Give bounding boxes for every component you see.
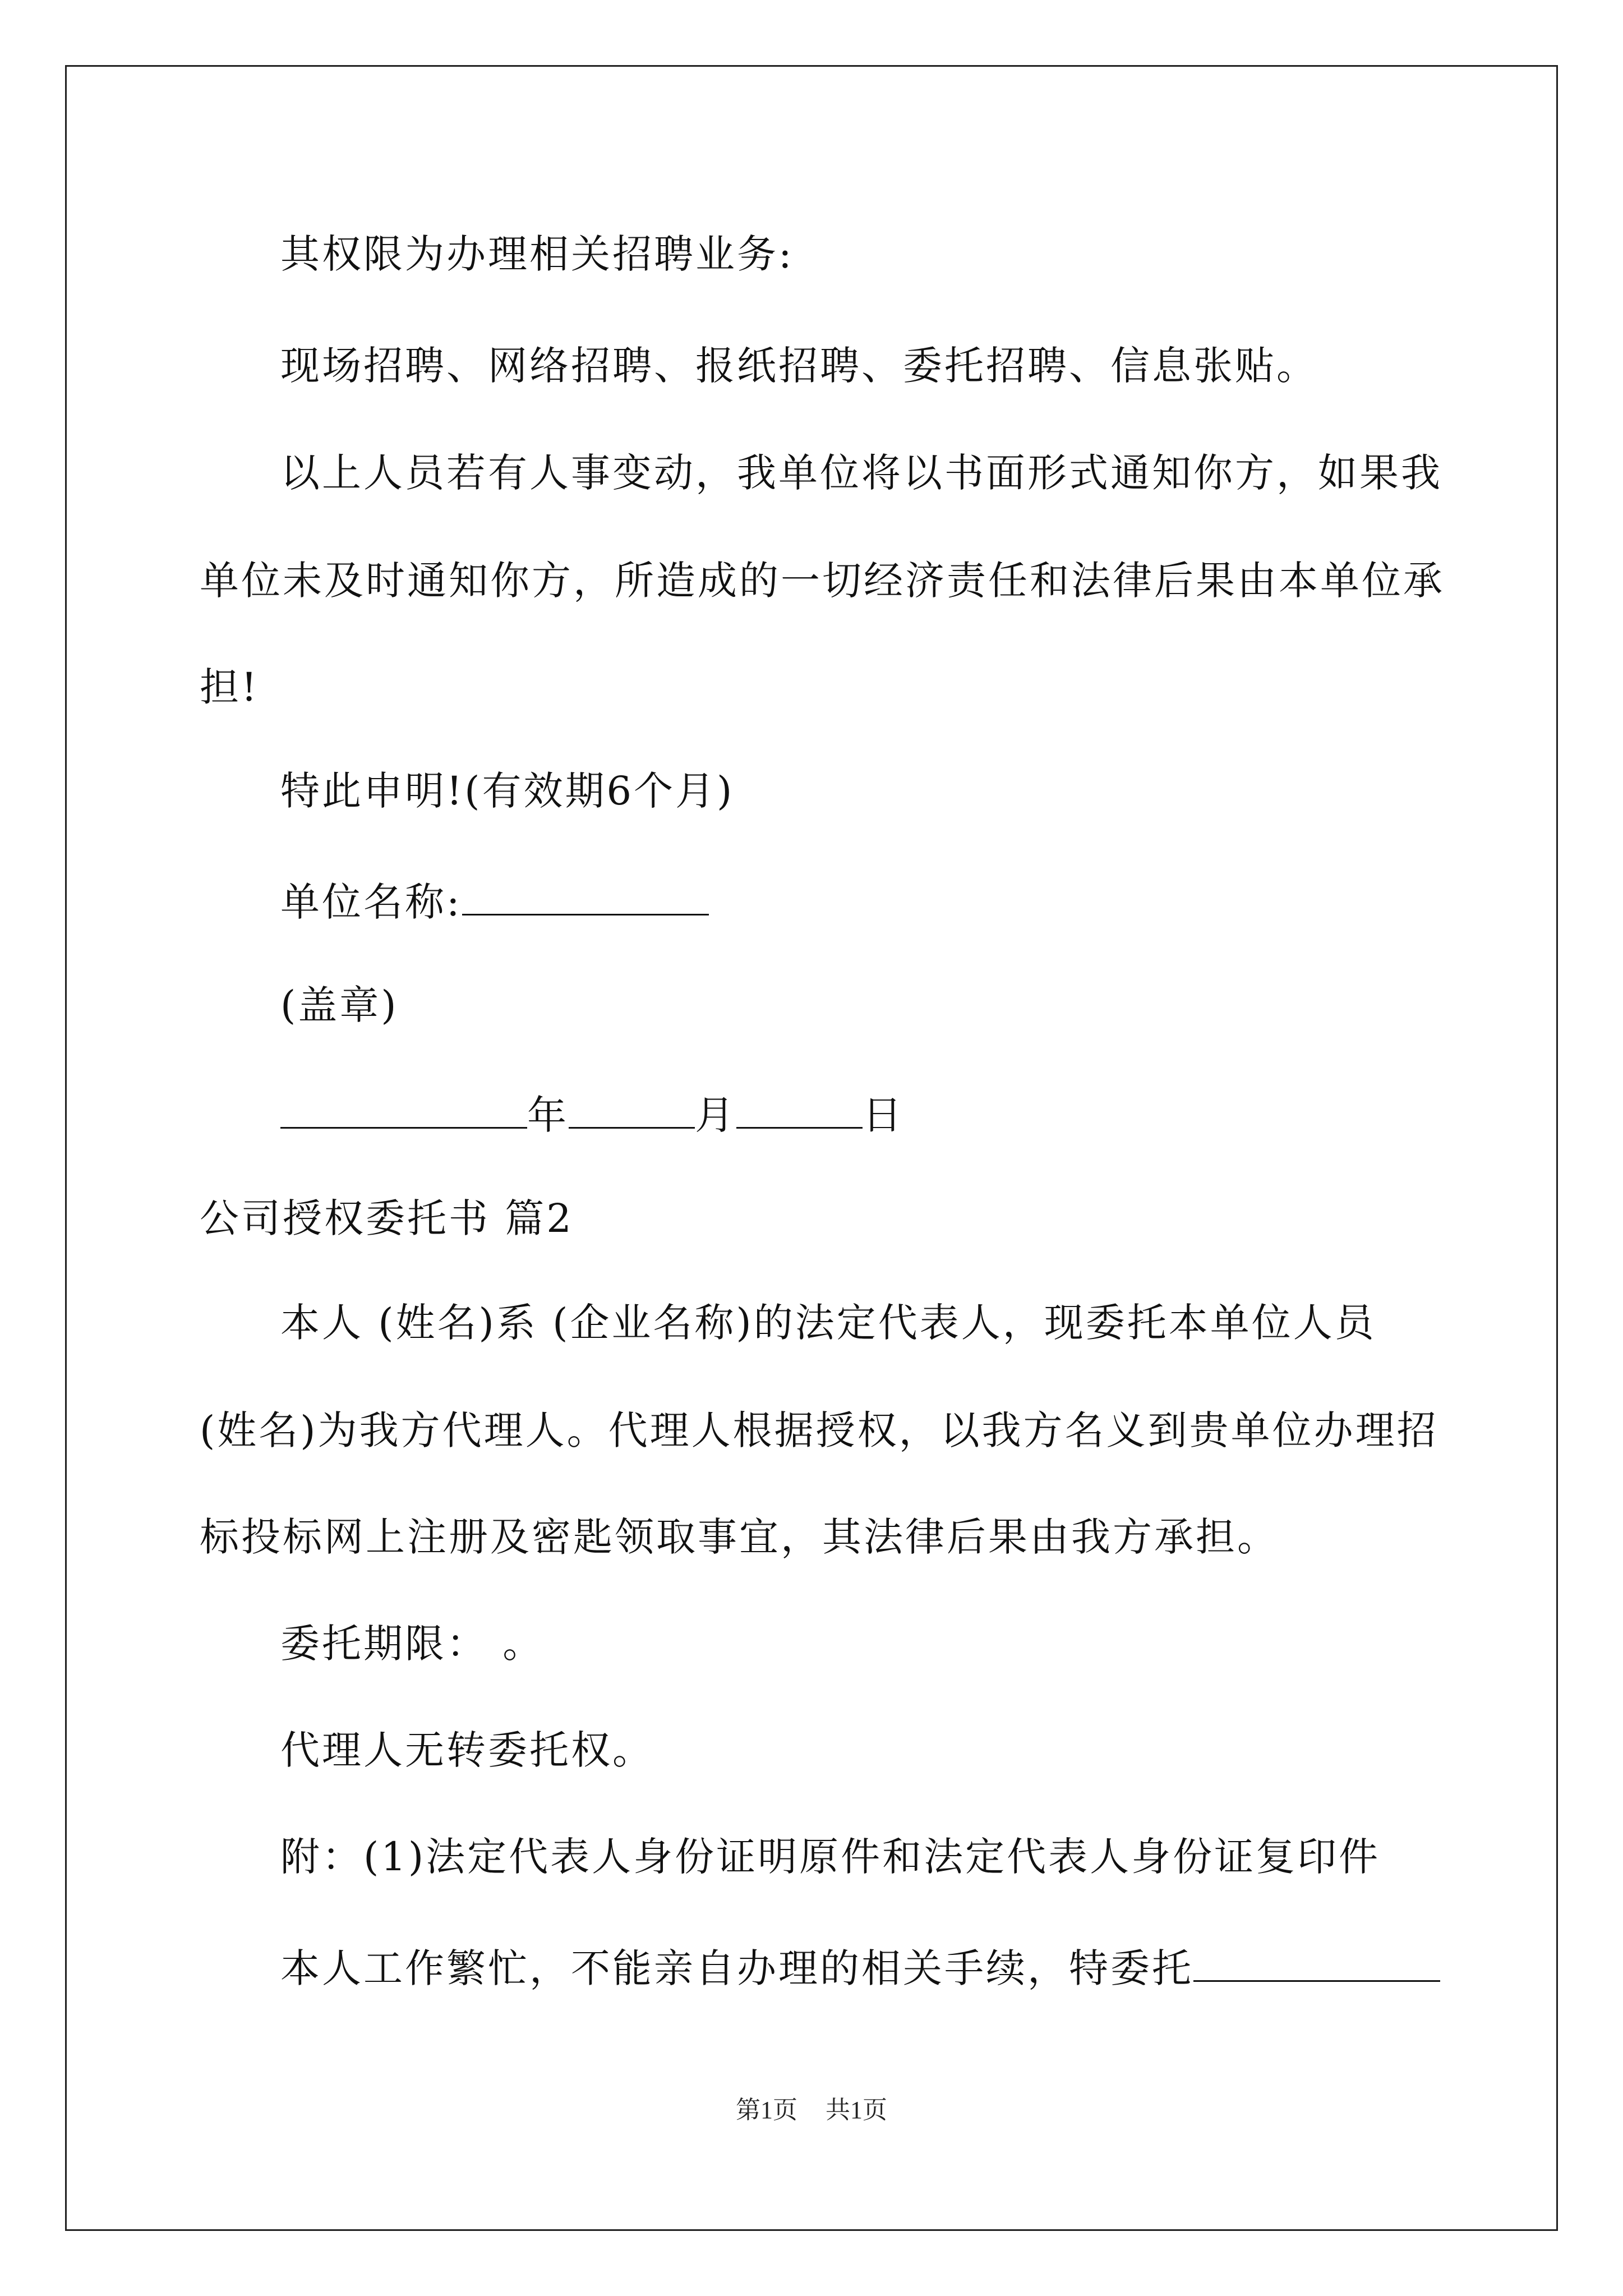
- entrust-blank: [1193, 1945, 1440, 1982]
- seal-line: (盖章): [280, 982, 399, 1028]
- paragraph-line: 本人 (姓名)系 (企业名称)的法定代表人，现委托本单位人员: [280, 1300, 1376, 1346]
- paragraph-line: 代理人无转委托权。: [280, 1727, 654, 1773]
- section-heading: 公司授权委托书 篇2: [200, 1195, 574, 1241]
- unit-name-blank: [462, 879, 709, 915]
- paragraph-line: 委托期限： 。: [280, 1621, 545, 1667]
- paragraph-line: 以上人员若有人事变动，我单位将以书面形式通知你方，如果我: [280, 450, 1442, 496]
- page-total: 共1页: [826, 2096, 887, 2124]
- paragraph-line: 单位未及时通知你方，所造成的一切经济责任和法律后果由本单位承: [200, 558, 1445, 604]
- paragraph-line: 标投标网上注册及密匙领取事宜，其法律后果由我方承担。: [200, 1514, 1279, 1560]
- entrust-line: [280, 1945, 1440, 1991]
- day-label: 日: [863, 1092, 904, 1138]
- date-line: [280, 1092, 904, 1138]
- page-footer: [0, 2090, 1623, 2125]
- paragraph-line: 担!: [200, 664, 260, 710]
- page-number: 第1页: [736, 2096, 797, 2124]
- paragraph-line: 现场招聘、网络招聘、报纸招聘、委托招聘、信息张贴。: [280, 343, 1318, 389]
- month-blank: [569, 1092, 695, 1129]
- year-blank: [280, 1092, 527, 1129]
- year-label: 年: [527, 1092, 569, 1138]
- page-border: [65, 65, 1558, 2231]
- paragraph-line: 特此申明!(有效期6个月): [280, 768, 735, 814]
- paragraph-line: 附：(1)法定代表人身份证明原件和法定代表人身份证复印件: [280, 1834, 1381, 1880]
- unit-name-line: [280, 879, 709, 925]
- unit-name-label: 单位名称:: [280, 879, 462, 925]
- entrust-text: 本人工作繁忙，不能亲自办理的相关手续，特委托: [280, 1945, 1193, 1991]
- paragraph-line: (姓名)为我方代理人。代理人根据授权，以我方名义到贵单位办理招: [200, 1407, 1438, 1453]
- month-label: 月: [695, 1092, 736, 1138]
- paragraph-line: 其权限为办理相关招聘业务:: [280, 231, 794, 277]
- day-blank: [736, 1092, 863, 1129]
